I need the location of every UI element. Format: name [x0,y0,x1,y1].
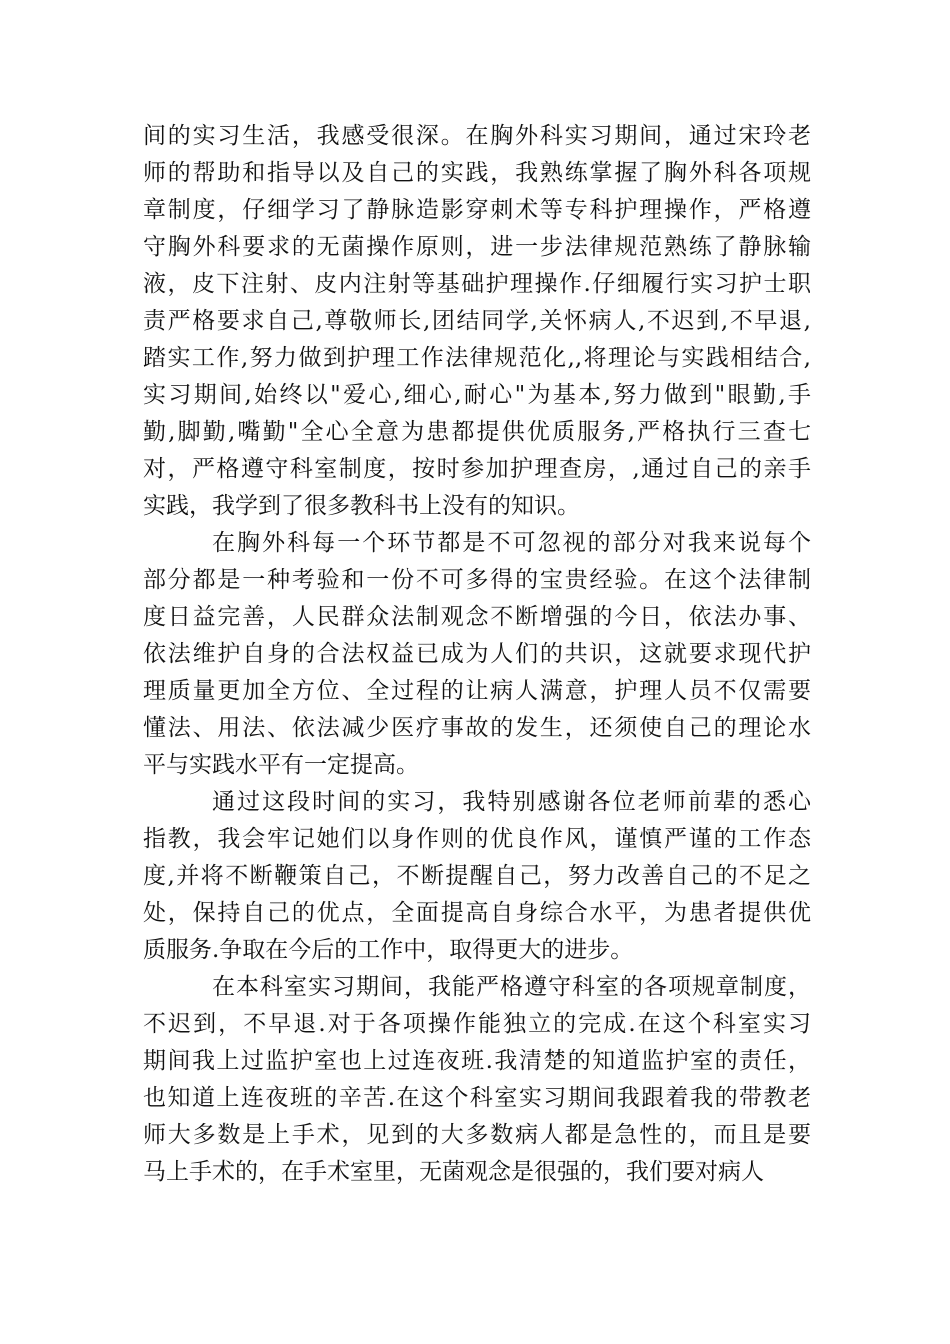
text-line: 度日益完善，人民群众法制观念不断增强的今日，依法办事、 [143,604,811,630]
text-line: 依法维护自身的合法权益已成为人们的共识，这就要求现代护 [143,641,811,667]
text-line: 液，皮下注射、皮内注射等基础护理操作.仔细履行实习护士职 [143,271,811,297]
text-line: 实习期间,始终以"爱心,细心,耐心"为基本,努力做到"眼勤,手 [143,382,811,408]
text-line: 师大多数是上手术，见到的大多数病人都是急性的，而且是要 [143,1122,811,1148]
text-line: 守胸外科要求的无菌操作原则，进一步法律规范熟练了静脉输 [143,234,811,260]
text-line: 质服务.争取在今后的工作中，取得更大的进步。 [143,937,634,963]
text-line: 踏实工作,努力做到护理工作法律规范化,,将理论与实践相结合, [143,345,811,371]
text-line: 责严格要求自己,尊敬师长,团结同学,关怀病人,不迟到,不早退, [143,308,811,334]
text-line: 度,并将不断鞭策自己，不断提醒自己，努力改善自己的不足之 [143,863,811,889]
text-line: 在胸外科每一个环节都是不可忽视的部分对我来说每个 [212,530,811,556]
text-line: 平与实践水平有一定提高。 [143,752,419,778]
text-line: 期间我上过监护室也上过连夜班.我清楚的知道监护室的责任， [143,1048,811,1074]
paragraph [143,784,811,969]
text-line: 通过这段时间的实习，我特别感谢各位老师前辈的悉心 [212,789,811,815]
text-line: 勤,脚勤,嘴勤"全心全意为患都提供优质服务,严格执行三查七 [143,419,811,445]
text-line: 理质量更加全方位、全过程的让病人满意，护理人员不仅需要 [143,678,811,704]
text-line: 也知道上连夜班的辛苦.在这个科室实习期间我跟着我的带教老 [143,1085,811,1111]
text-line: 部分都是一种考验和一份不可多得的宝贵经验。在这个法律制 [143,567,811,593]
text-line: 师的帮助和指导以及自己的实践，我熟练掌握了胸外科各项规 [143,160,811,186]
text-line: 在本科室实习期间，我能严格遵守科室的各项规章制度， [212,974,811,1000]
text-line: 章制度，仔细学习了静脉造影穿刺术等专科护理操作，严格遵 [143,197,811,223]
text-line: 处，保持自己的优点，全面提高自身综合水平，为患者提供优 [143,900,811,926]
text-line: 马上手术的，在手术室里，无菌观念是很强的，我们要对病人 [143,1159,764,1185]
text-line: 不迟到，不早退.对于各项操作能独立的完成.在这个科室实习 [143,1011,811,1037]
text-line: 指教，我会牢记她们以身作则的优良作风，谨慎严谨的工作态 [143,826,811,852]
paragraph [143,969,811,1191]
document-page [143,118,811,1191]
text-line: 对，严格遵守科室制度，按时参加护理查房，,通过自己的亲手 [143,456,811,482]
paragraph [143,118,811,525]
text-line: 实践，我学到了很多教科书上没有的知识。 [143,493,580,519]
paragraph [143,525,811,784]
text-line: 懂法、用法、依法减少医疗事故的发生，还须使自己的理论水 [143,715,811,741]
text-line: 间的实习生活，我感受很深。在胸外科实习期间，通过宋玲老 [143,123,811,149]
